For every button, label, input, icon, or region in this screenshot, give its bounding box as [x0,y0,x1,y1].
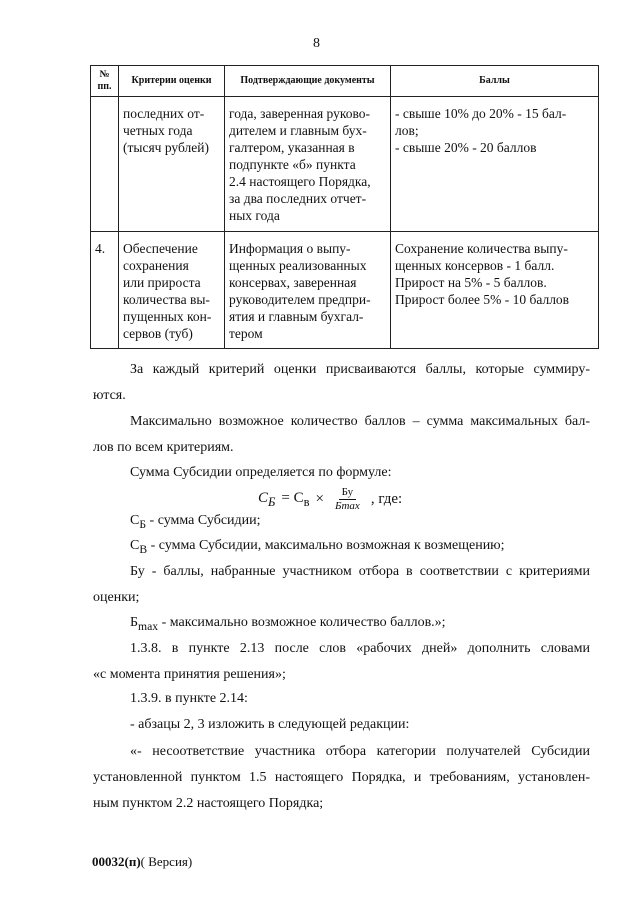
text-line: 1.3.9. в пункте 2.14: [130,691,248,706]
paragraph-1-3-9 [93,690,590,708]
table-header-row [91,66,599,97]
cell-line: количества вы- [123,292,210,307]
cell-line: сохранения [123,258,189,273]
formula-lhs-subscript: Б [268,494,276,509]
text-line: Сумма Субсидии определяется по формуле: [130,465,392,480]
formula-tail: , где: [370,491,403,507]
cell-line: Прирост более 5% - 10 баллов [395,292,570,307]
formula-rhs: = $С_в$ [281,489,310,509]
paragraph-abzats [93,716,590,734]
page-number: 8 [313,36,320,51]
text-line: 1.3.8. в пункте 2.13 после слов «рабочих дней» дополнить словами [130,641,590,656]
cell-line: Прирост на 5% - 5 баллов. [395,275,547,290]
formula-fraction [332,486,363,513]
text-line: - абзацы 2, 3 изложить в следующей редакции: [130,717,410,732]
cell-line: за два последних отчет- [229,191,367,206]
text-line: Максимально возможное количество баллов – сумма максимальных бал- [130,414,590,429]
cell-line: - свыше 10% до 20% - 15 бал- [395,106,567,121]
cell-line: или прироста [123,275,201,290]
text-line: Бу - баллы, набранные участником отбора в соответствии с критериями [130,564,590,579]
cell-line: ных года [229,208,280,223]
cell-line: Обеспечение [123,241,198,256]
documents-cell [225,232,391,349]
fraction-denominator: Бmax [334,500,360,512]
paragraph-max-points [93,413,590,457]
cell-line: 2.4 настоящего Порядка, [229,174,371,189]
cell-line: четных года [123,123,193,138]
header-documents: Подтверждающие документы [225,66,391,97]
text-line: «с момента принятия решения»; [93,667,286,682]
paragraph-formula-intro [93,464,590,482]
points-cell [391,232,599,349]
cell-line: - свыше 20% - 20 баллов [395,140,537,155]
formula-times: × [315,491,324,507]
definition-subscript: В [139,542,148,556]
table-row [91,232,599,349]
formula-lhs: $С_Б$ [258,489,276,509]
cell-line: сервов (туб) [123,326,193,341]
definition-subscript: Б [139,517,147,531]
documents-cell [225,97,391,232]
cell-line: консервах, заверенная [229,275,357,290]
cell-line: дителем и главным бух- [229,123,367,138]
cell-line: (тысяч рублей) [123,140,209,155]
text-line: ным пунктом 2.2 настоящего Порядка; [93,796,324,811]
criteria-table [90,65,599,349]
cell-line: галтером, указанная в [229,140,355,155]
header-criteria: Критерии оценки [119,66,225,97]
criteria-cell [119,232,225,349]
document-version: ( Версия) [140,854,193,869]
definition-sb: $С_Б$ - сумма Субсидии; [130,513,261,531]
text-line: «- несоответствие участника отбора категории получателей Субсидии [130,744,590,759]
cell-line: Информация о выпу- [229,241,351,256]
text-line: установленной пунктом 1.5 настоящего Порядка, и требованиям, установлен- [93,770,590,785]
cell-line: тером [229,326,263,341]
subsidy-formula [258,486,402,513]
cell-line: лов; [395,123,419,138]
text-line: ются. [93,388,126,403]
definition-bu [93,563,590,607]
cell-line: Сохранение количества выпу- [395,241,568,256]
cell-line: щенных консервов - 1 балл. [395,258,555,273]
criteria-cell [119,97,225,232]
document-code: 00032(п) [92,854,141,869]
cell-line: ятия и главным бухгал- [229,309,364,324]
cell-line: года, заверенная руково- [229,106,371,121]
text-line: За каждый критерий оценки присваиваются баллы, которые суммиру- [130,362,590,377]
paragraph-1-3-8 [93,640,590,684]
points-cell [391,97,599,232]
row-number [91,97,119,232]
header-points: Баллы [391,66,599,97]
text-line: оценки; [93,590,140,605]
definition-bmax: $Б_{max}$ - максимально возможное количество баллов.»; [130,615,446,633]
row-number: 4. [91,232,119,349]
cell-line: пущенных кон- [123,309,212,324]
definition-sv: $С_В$ - сумма Субсидии, максимально возможная к возмещению; [130,538,505,556]
text-line: лов по всем критериям. [93,440,234,455]
header-number: № пп. [91,66,119,97]
fraction-numerator: Бу [339,486,357,500]
footer-code [92,854,192,870]
paragraph-quote [93,743,590,813]
paragraph-scoring [93,361,590,405]
cell-line: последних от- [123,106,205,121]
cell-line: щенных реализованных [229,258,367,273]
definition-subscript: max [138,619,159,633]
cell-line: руководителем предпри- [229,292,371,307]
formula-rhs-subscript: в [303,494,310,509]
cell-line: подпункте «б» пункта [229,157,356,172]
table-row [91,97,599,232]
